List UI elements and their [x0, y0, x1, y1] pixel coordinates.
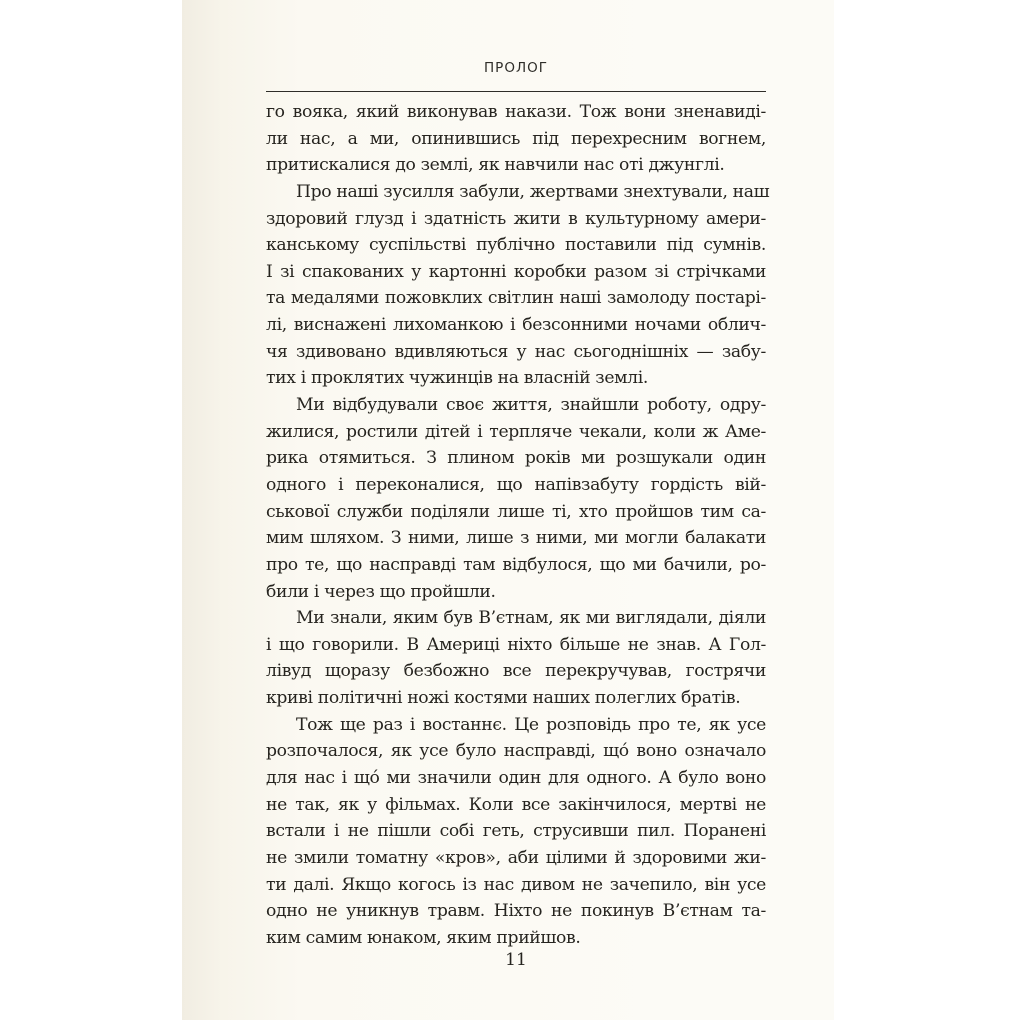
- text-line: тих і проклятих чужинців на власній землі.: [266, 368, 648, 389]
- text-line: чя здивовано вдивляються у нас сьогоднішніх — забу-: [266, 341, 766, 362]
- text-line: били і через що пройшли.: [266, 581, 496, 602]
- text-line: встали і не пішли собі геть, струсивши пил. Поранені: [266, 821, 766, 842]
- page-number: 11: [505, 950, 527, 970]
- text-line: ськової служби поділяли лише ті, хто пройшов тим са-: [266, 501, 766, 522]
- text-line: розпочалося, як усе було насправді, що́ воно означало: [266, 741, 766, 762]
- text-line: канському суспільстві публічно поставили під сумнів.: [266, 235, 766, 256]
- paragraph-start-line: Ми знали, яким був В’єтнам, як ми виглядали, діяли: [296, 608, 766, 629]
- text-line: здоровий глузд і здатність жити в культурному амери-: [266, 208, 766, 229]
- text-line: І зі спакованих у картонні коробки разом зі стрічками: [266, 261, 766, 282]
- body-text: [266, 99, 770, 952]
- text-line: жилися, ростили дітей і терпляче чекали, коли ж Аме-: [266, 421, 766, 442]
- text-line: ким самим юнаком, яким прийшов.: [266, 927, 581, 948]
- text-line: ли нас, а ми, опинившись під перехресним вогнем,: [266, 128, 766, 149]
- text-line: рика отямиться. З плином років ми розшукали один: [266, 448, 766, 469]
- text-line: про те, що насправді там відбулося, що ми бачили, ро-: [266, 554, 766, 575]
- text-line: та медалями пожовклих світлин наші замолоду постарі-: [266, 288, 766, 309]
- text-line: лівуд щоразу безбожно все перекручував, гострячи: [266, 661, 766, 682]
- paragraph-start-line: Ми відбудували своє життя, знайшли роботу, одру-: [296, 395, 766, 416]
- paragraph-start-line: Про наші зусилля забули, жертвами знехтували, наш: [296, 181, 770, 202]
- text-line: не змили томатну «кров», аби цілими й здоровими жи-: [266, 847, 766, 868]
- paragraph-start-line: Тож ще раз і востаннє. Це розповідь про те, як усе: [296, 714, 766, 735]
- running-head: ПРОЛОГ: [484, 60, 548, 76]
- text-line: одно не уникнув травм. Ніхто не покинув В’єтнам та-: [266, 901, 766, 922]
- text-line: го вояка, який виконував накази. Тож вони зненавиді-: [266, 102, 766, 122]
- text-line: мим шляхом. З ними, лише з ними, ми могли балакати: [266, 528, 766, 549]
- header-rule: [266, 91, 766, 92]
- text-line: і що говорили. В Америці ніхто більше не знав. А Гол-: [266, 634, 766, 655]
- text-line: криві політичні ножі костями наших полеглих братів.: [266, 688, 741, 709]
- book-page: [182, 0, 834, 1020]
- text-line: ти далі. Якщо когось із нас дивом не зачепило, він усе: [266, 874, 766, 895]
- text-line: для нас і що́ ми значили один для одного. А було воно: [266, 768, 766, 789]
- text-line: не так, як у фільмах. Коли все закінчилося, мертві не: [266, 794, 766, 815]
- text-line: притискалися до землі, як навчили нас оті джунглі.: [266, 155, 725, 176]
- text-line: одного і переконалися, що напівзабуту гордість вій-: [266, 474, 766, 495]
- text-line: лі, виснажені лихоманкою і безсонними ночами облич-: [266, 315, 766, 336]
